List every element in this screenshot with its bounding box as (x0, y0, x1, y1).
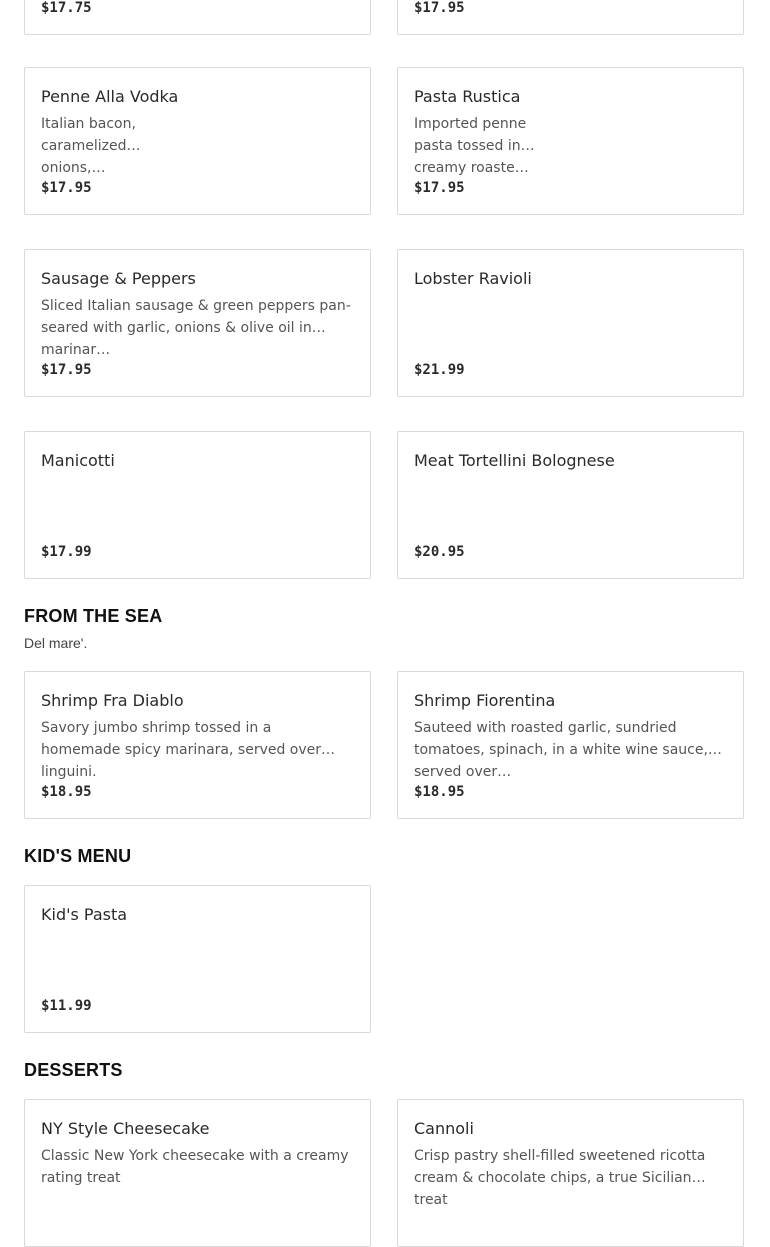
item-name: Sausage & Peppers (41, 269, 196, 288)
section-title-kids-menu: KID'S MENU (24, 846, 132, 866)
item-price: $11.99 (41, 998, 92, 1014)
menu-item-card[interactable] (397, 431, 744, 579)
section-subtitle: Del mare'. (24, 635, 88, 651)
item-price: $17.95 (414, 0, 465, 16)
menu-item-card[interactable] (24, 249, 371, 397)
item-name: Shrimp Fiorentina (414, 691, 556, 710)
menu-item-card[interactable] (24, 0, 371, 35)
item-price: $17.99 (41, 544, 92, 560)
menu-item-card[interactable] (24, 671, 371, 819)
item-name: Kid's Pasta (41, 905, 128, 924)
menu-item-card[interactable] (24, 67, 371, 215)
menu-item-card[interactable] (24, 1099, 371, 1247)
item-price: $17.95 (41, 180, 92, 196)
item-description: Classic New York cheesecake with a creamy rating treat (41, 1148, 349, 1186)
item-name: NY Style Cheesecake (41, 1119, 210, 1138)
item-price: $17.95 (41, 362, 92, 378)
menu-item-card[interactable] (397, 1099, 744, 1247)
item-name: Shrimp Fra Diablo (41, 691, 184, 710)
item-price: $18.95 (41, 784, 92, 800)
item-description: Savory jumbo shrimp tossed in a homemade spicy marinara, served over linguini. (41, 720, 322, 780)
menu-item-card[interactable] (397, 249, 744, 397)
item-name: Pasta Rustica (414, 87, 521, 106)
menu-item-card[interactable] (24, 431, 371, 579)
item-name: Cannoli (414, 1119, 474, 1138)
item-price: $17.95 (414, 180, 465, 196)
menu-item-card[interactable] (397, 0, 744, 35)
item-price: $18.95 (414, 784, 465, 800)
item-description: Italian bacon, caramelized onions,… (41, 116, 136, 176)
item-description: Imported penne pasta tossed in creamy roaste… (414, 116, 529, 176)
item-description: Sliced Italian sausage & green peppers pan-seared with garlic, onions & olive oil in marinar… (41, 298, 351, 358)
item-price: $17.75 (41, 0, 92, 16)
item-description: Crisp pastry shell-filled sweetened ricotta cream & chocolate chips, a true Sicilian treat (414, 1148, 706, 1208)
menu-item-card[interactable] (397, 67, 744, 215)
item-name: Manicotti (41, 451, 115, 470)
item-price: $21.99 (414, 362, 465, 378)
item-name: Lobster Ravioli (414, 269, 532, 288)
item-name: Penne Alla Vodka (41, 87, 179, 106)
item-price: $20.95 (414, 544, 465, 560)
item-description: Sauteed with roasted garlic, sundried tomatoes, spinach, in a white wine sauce, served over… (414, 720, 708, 780)
item-name: Meat Tortellini Bolognese (414, 451, 615, 470)
section-title-from-the-sea: FROM THE SEA (24, 606, 163, 626)
menu-item-card[interactable] (24, 885, 371, 1033)
section-title-desserts: DESSERTS (24, 1060, 123, 1080)
menu-item-card[interactable] (397, 671, 744, 819)
